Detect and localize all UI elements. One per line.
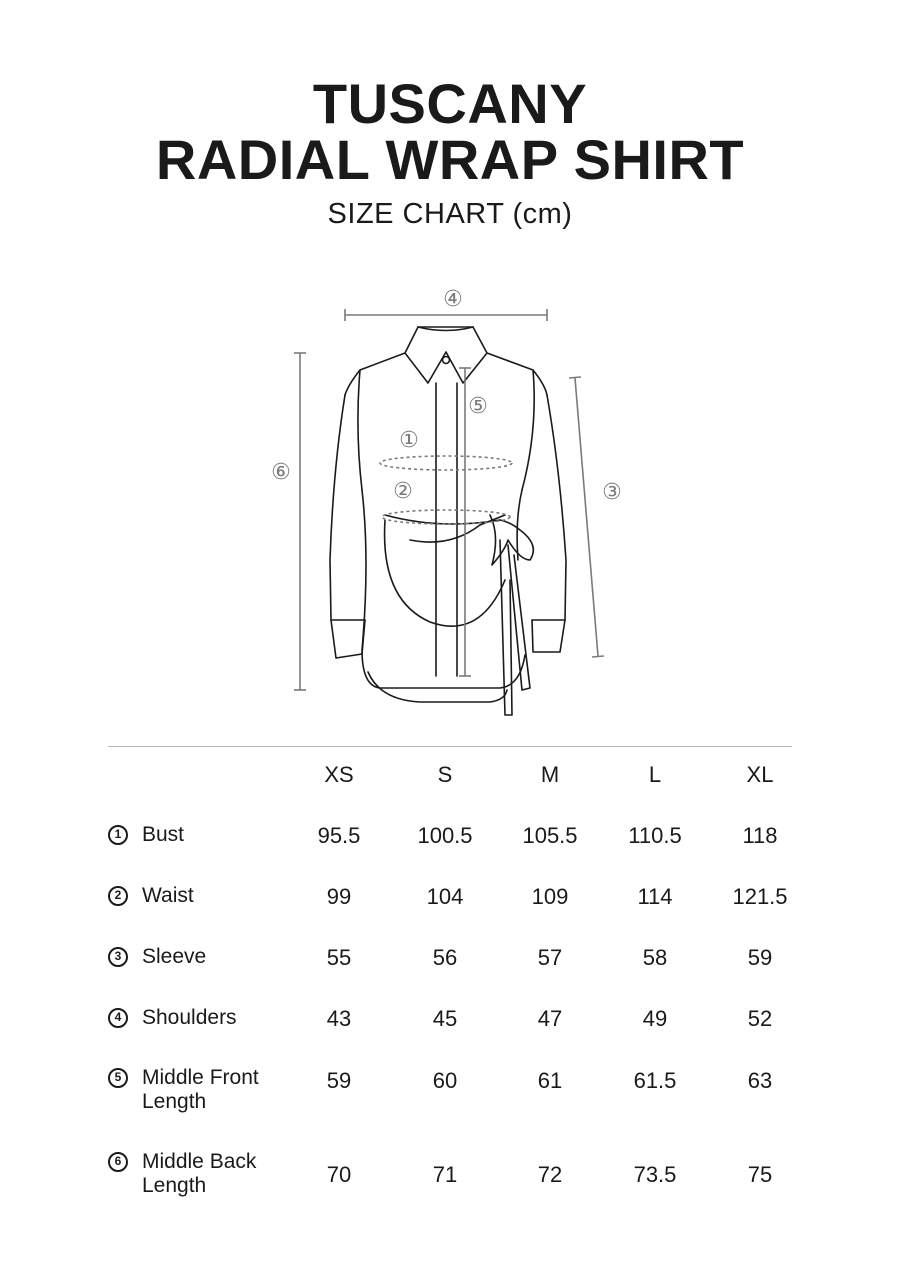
table-cell: 100.5 [417,823,473,848]
table-cell: 61 [537,1068,563,1093]
shirt-diagram [0,270,900,730]
page-title-line-1: TUSCANY [312,72,588,135]
table-cell: 59 [747,945,773,970]
row-label: Bust [142,823,185,846]
table-cell: 73.5 [633,1162,677,1187]
page-title-line-2: RADIAL WRAP SHIRT [155,128,745,191]
table-cell: 47 [537,1006,563,1031]
table-cell: 71 [432,1162,458,1187]
shirt-outline [330,327,566,715]
row-label: Sleeve [142,945,207,968]
table-cell: 105.5 [522,823,578,848]
table-cell: 121.5 [732,884,788,909]
row-number-badge: 1 [108,825,128,845]
row-label-line-2: Length [142,1174,207,1197]
marker-6: ⑥ [271,460,291,485]
table-cell: 114 [637,884,673,909]
marker-2: ② [393,479,413,504]
size-header-s: S [437,762,453,787]
shirt-illustration [0,270,900,730]
row-label-line-2: Length [142,1090,207,1113]
page-subtitle: SIZE CHART (cm) [327,198,573,230]
table-cell: 55 [326,945,352,970]
size-header-l: L [648,762,662,787]
table-cell: 118 [742,823,778,848]
size-header-xs: XS [324,762,354,787]
row-number-badge: 3 [108,947,128,967]
table-cell: 110.5 [628,823,682,848]
row-label-line-1: Middle Front [142,1066,259,1089]
table-cell: 63 [747,1068,773,1093]
row-label: Waist [142,884,194,907]
marker-3: ③ [602,480,622,505]
table-divider [108,746,792,747]
size-header-xl: XL [746,762,774,787]
table-cell: 52 [747,1006,773,1031]
row-number-badge: 5 [108,1068,128,1088]
table-cell: 45 [432,1006,458,1031]
size-header-m: M [540,762,560,787]
table-cell: 109 [531,884,569,909]
table-cell: 59 [326,1068,352,1093]
table-cell: 99 [326,884,352,909]
table-cell: 72 [537,1162,563,1187]
row-number-badge: 4 [108,1008,128,1028]
row-number-badge: 6 [108,1152,128,1172]
table-cell: 75 [747,1162,773,1187]
table-cell: 60 [432,1068,458,1093]
table-cell: 57 [537,945,563,970]
row-label: Shoulders [142,1006,237,1029]
table-cell: 70 [326,1162,352,1187]
table-cell: 43 [326,1006,352,1031]
marker-1: ① [399,428,419,453]
table-cell: 56 [432,945,458,970]
table-cell: 58 [642,945,668,970]
marker-4: ④ [443,287,463,312]
table-cell: 95.5 [317,823,361,848]
table-cell: 104 [426,884,464,909]
measurement-markers [271,287,622,505]
table-cell: 49 [642,1006,668,1031]
marker-5: ⑤ [468,394,488,419]
row-number-badge: 2 [108,886,128,906]
measurement-lines [294,309,604,690]
row-label-line-1: Middle Back [142,1150,257,1173]
table-cell: 61.5 [633,1068,677,1093]
